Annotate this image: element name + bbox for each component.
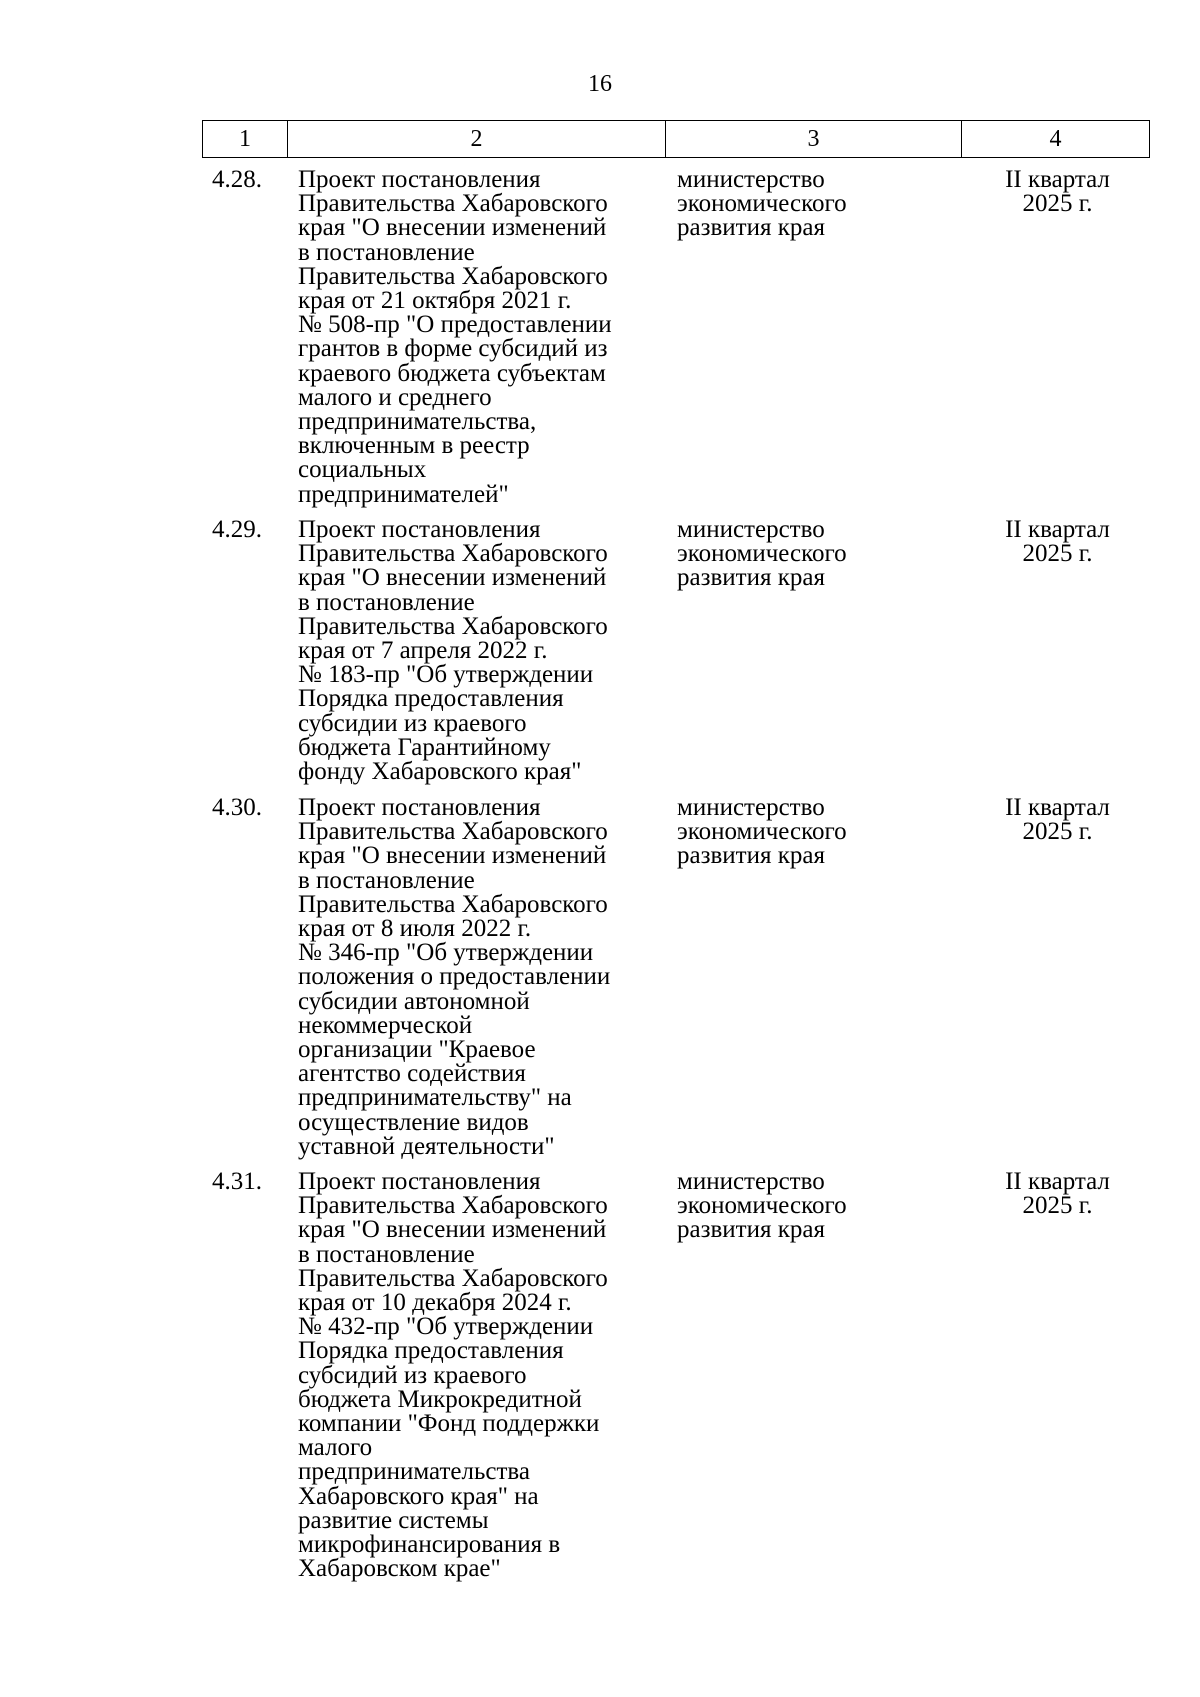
text-line: 2025 г. <box>1022 1192 1093 1220</box>
text-line: малого <box>298 1434 373 1462</box>
text-line: 2025 г. <box>1022 818 1093 846</box>
text-line: II квартал <box>1005 794 1110 821</box>
row-document-title <box>298 1170 670 1581</box>
text-line: II квартал <box>1005 166 1110 193</box>
row-deadline <box>970 518 1145 566</box>
row-deadline <box>970 796 1145 844</box>
text-line: Проект постановления <box>298 516 541 543</box>
row-responsible-body <box>677 1170 967 1243</box>
text-line: агентство содействия <box>298 1060 526 1088</box>
text-line: предпринимательству" на <box>298 1084 572 1112</box>
text-line: в постановление <box>298 588 475 616</box>
text-line: экономического <box>677 1192 847 1220</box>
text-line: министерство <box>677 166 825 193</box>
text-line: развития края <box>677 842 825 870</box>
column-header-3: 3 <box>666 121 962 158</box>
column-header-2: 2 <box>288 121 666 158</box>
row-responsible-body <box>677 518 967 591</box>
text-line: № 432-пр "Об утверждении <box>298 1313 594 1341</box>
text-line: фонду Хабаровского края" <box>298 758 582 786</box>
text-line: Порядка предоставления <box>298 1337 564 1365</box>
row-document-title <box>298 796 670 1159</box>
text-line: предпринимательства <box>298 1458 530 1486</box>
text-line: уставной деятельности" <box>298 1132 555 1160</box>
text-line: Правительства Хабаровского <box>298 612 608 640</box>
text-line: министерство <box>677 794 825 821</box>
row-responsible-body <box>677 796 967 869</box>
text-line: предпринимательства, <box>298 408 537 436</box>
text-line: субсидии автономной <box>298 987 530 1015</box>
text-line: Правительства Хабаровского <box>298 262 608 290</box>
text-line: Правительства Хабаровского <box>298 1264 608 1292</box>
text-line: 2025 г. <box>1022 190 1093 218</box>
text-line: края от 8 июля 2022 г. <box>298 915 532 943</box>
row-deadline <box>970 168 1145 216</box>
column-header-row <box>203 121 1150 158</box>
text-line: развития края <box>677 214 825 242</box>
row-number: 4.30. <box>212 794 262 821</box>
text-line: края от 21 октября 2021 г. <box>298 287 572 315</box>
text-line: краевого бюджета субъектам <box>298 359 606 387</box>
text-line: предпринимателей" <box>298 480 509 508</box>
text-line: Правительства Хабаровского <box>298 190 608 218</box>
text-line: края "О внесении изменений <box>298 214 607 242</box>
text-line: № 346-пр "Об утверждении <box>298 939 594 967</box>
text-line: включенным в реестр <box>298 432 530 460</box>
text-line: социальных <box>298 456 427 484</box>
text-line: Правительства Хабаровского <box>298 818 608 846</box>
text-line: Хабаровского края" на <box>298 1482 539 1510</box>
text-line: экономического <box>677 540 847 568</box>
text-line: субсидий из краевого <box>298 1361 527 1389</box>
text-line: осуществление видов <box>298 1108 529 1136</box>
text-line: малого и среднего <box>298 383 492 411</box>
text-line: II квартал <box>1005 516 1110 543</box>
text-line: грантов в форме субсидий из <box>298 335 608 363</box>
text-line: № 183-пр "Об утверждении <box>298 661 594 689</box>
text-line: Правительства Хабаровского <box>298 540 608 568</box>
text-line: № 508-пр "О предоставлении <box>298 311 612 339</box>
text-line: развития края <box>677 1216 825 1244</box>
text-line: компании "Фонд поддержки <box>298 1410 600 1438</box>
text-line: в постановление <box>298 1240 475 1268</box>
text-line: края "О внесении изменений <box>298 1216 607 1244</box>
text-line: субсидии из краевого <box>298 709 527 737</box>
text-line: края от 7 апреля 2022 г. <box>298 637 548 665</box>
text-line: края от 10 декабря 2024 г. <box>298 1289 572 1317</box>
row-document-title <box>298 168 670 507</box>
text-line: положения о предоставлении <box>298 963 611 991</box>
text-line: развития края <box>677 564 825 592</box>
text-line: организации "Краевое <box>298 1036 536 1064</box>
page-number: 16 <box>588 71 612 97</box>
text-line: края "О внесении изменений <box>298 564 607 592</box>
row-deadline <box>970 1170 1145 1218</box>
row-number: 4.28. <box>212 166 262 193</box>
text-line: в постановление <box>298 238 475 266</box>
text-line: II квартал <box>1005 1168 1110 1195</box>
text-line: Хабаровском крае" <box>298 1555 501 1583</box>
text-line: Порядка предоставления <box>298 685 564 713</box>
text-line: микрофинансирования в <box>298 1531 561 1559</box>
text-line: экономического <box>677 818 847 846</box>
text-line: экономического <box>677 190 847 218</box>
text-line: бюджета Гарантийному <box>298 733 551 761</box>
text-line: министерство <box>677 1168 825 1195</box>
text-line: министерство <box>677 516 825 543</box>
text-line: Правительства Хабаровского <box>298 890 608 918</box>
row-document-title <box>298 518 670 784</box>
text-line: Проект постановления <box>298 1168 541 1195</box>
row-number: 4.31. <box>212 1168 262 1195</box>
column-header-table <box>202 120 1150 158</box>
text-line: в постановление <box>298 866 475 894</box>
text-line: 2025 г. <box>1022 540 1093 568</box>
column-header-4: 4 <box>962 121 1150 158</box>
row-number: 4.29. <box>212 516 262 543</box>
text-line: развитие системы <box>298 1506 489 1534</box>
text-line: края "О внесении изменений <box>298 842 607 870</box>
text-line: некоммерческой <box>298 1011 473 1039</box>
column-header-1: 1 <box>203 121 288 158</box>
text-line: Проект постановления <box>298 794 541 821</box>
text-line: Проект постановления <box>298 166 541 193</box>
text-line: бюджета Микрокредитной <box>298 1385 582 1413</box>
text-line: Правительства Хабаровского <box>298 1192 608 1220</box>
row-responsible-body <box>677 168 967 241</box>
